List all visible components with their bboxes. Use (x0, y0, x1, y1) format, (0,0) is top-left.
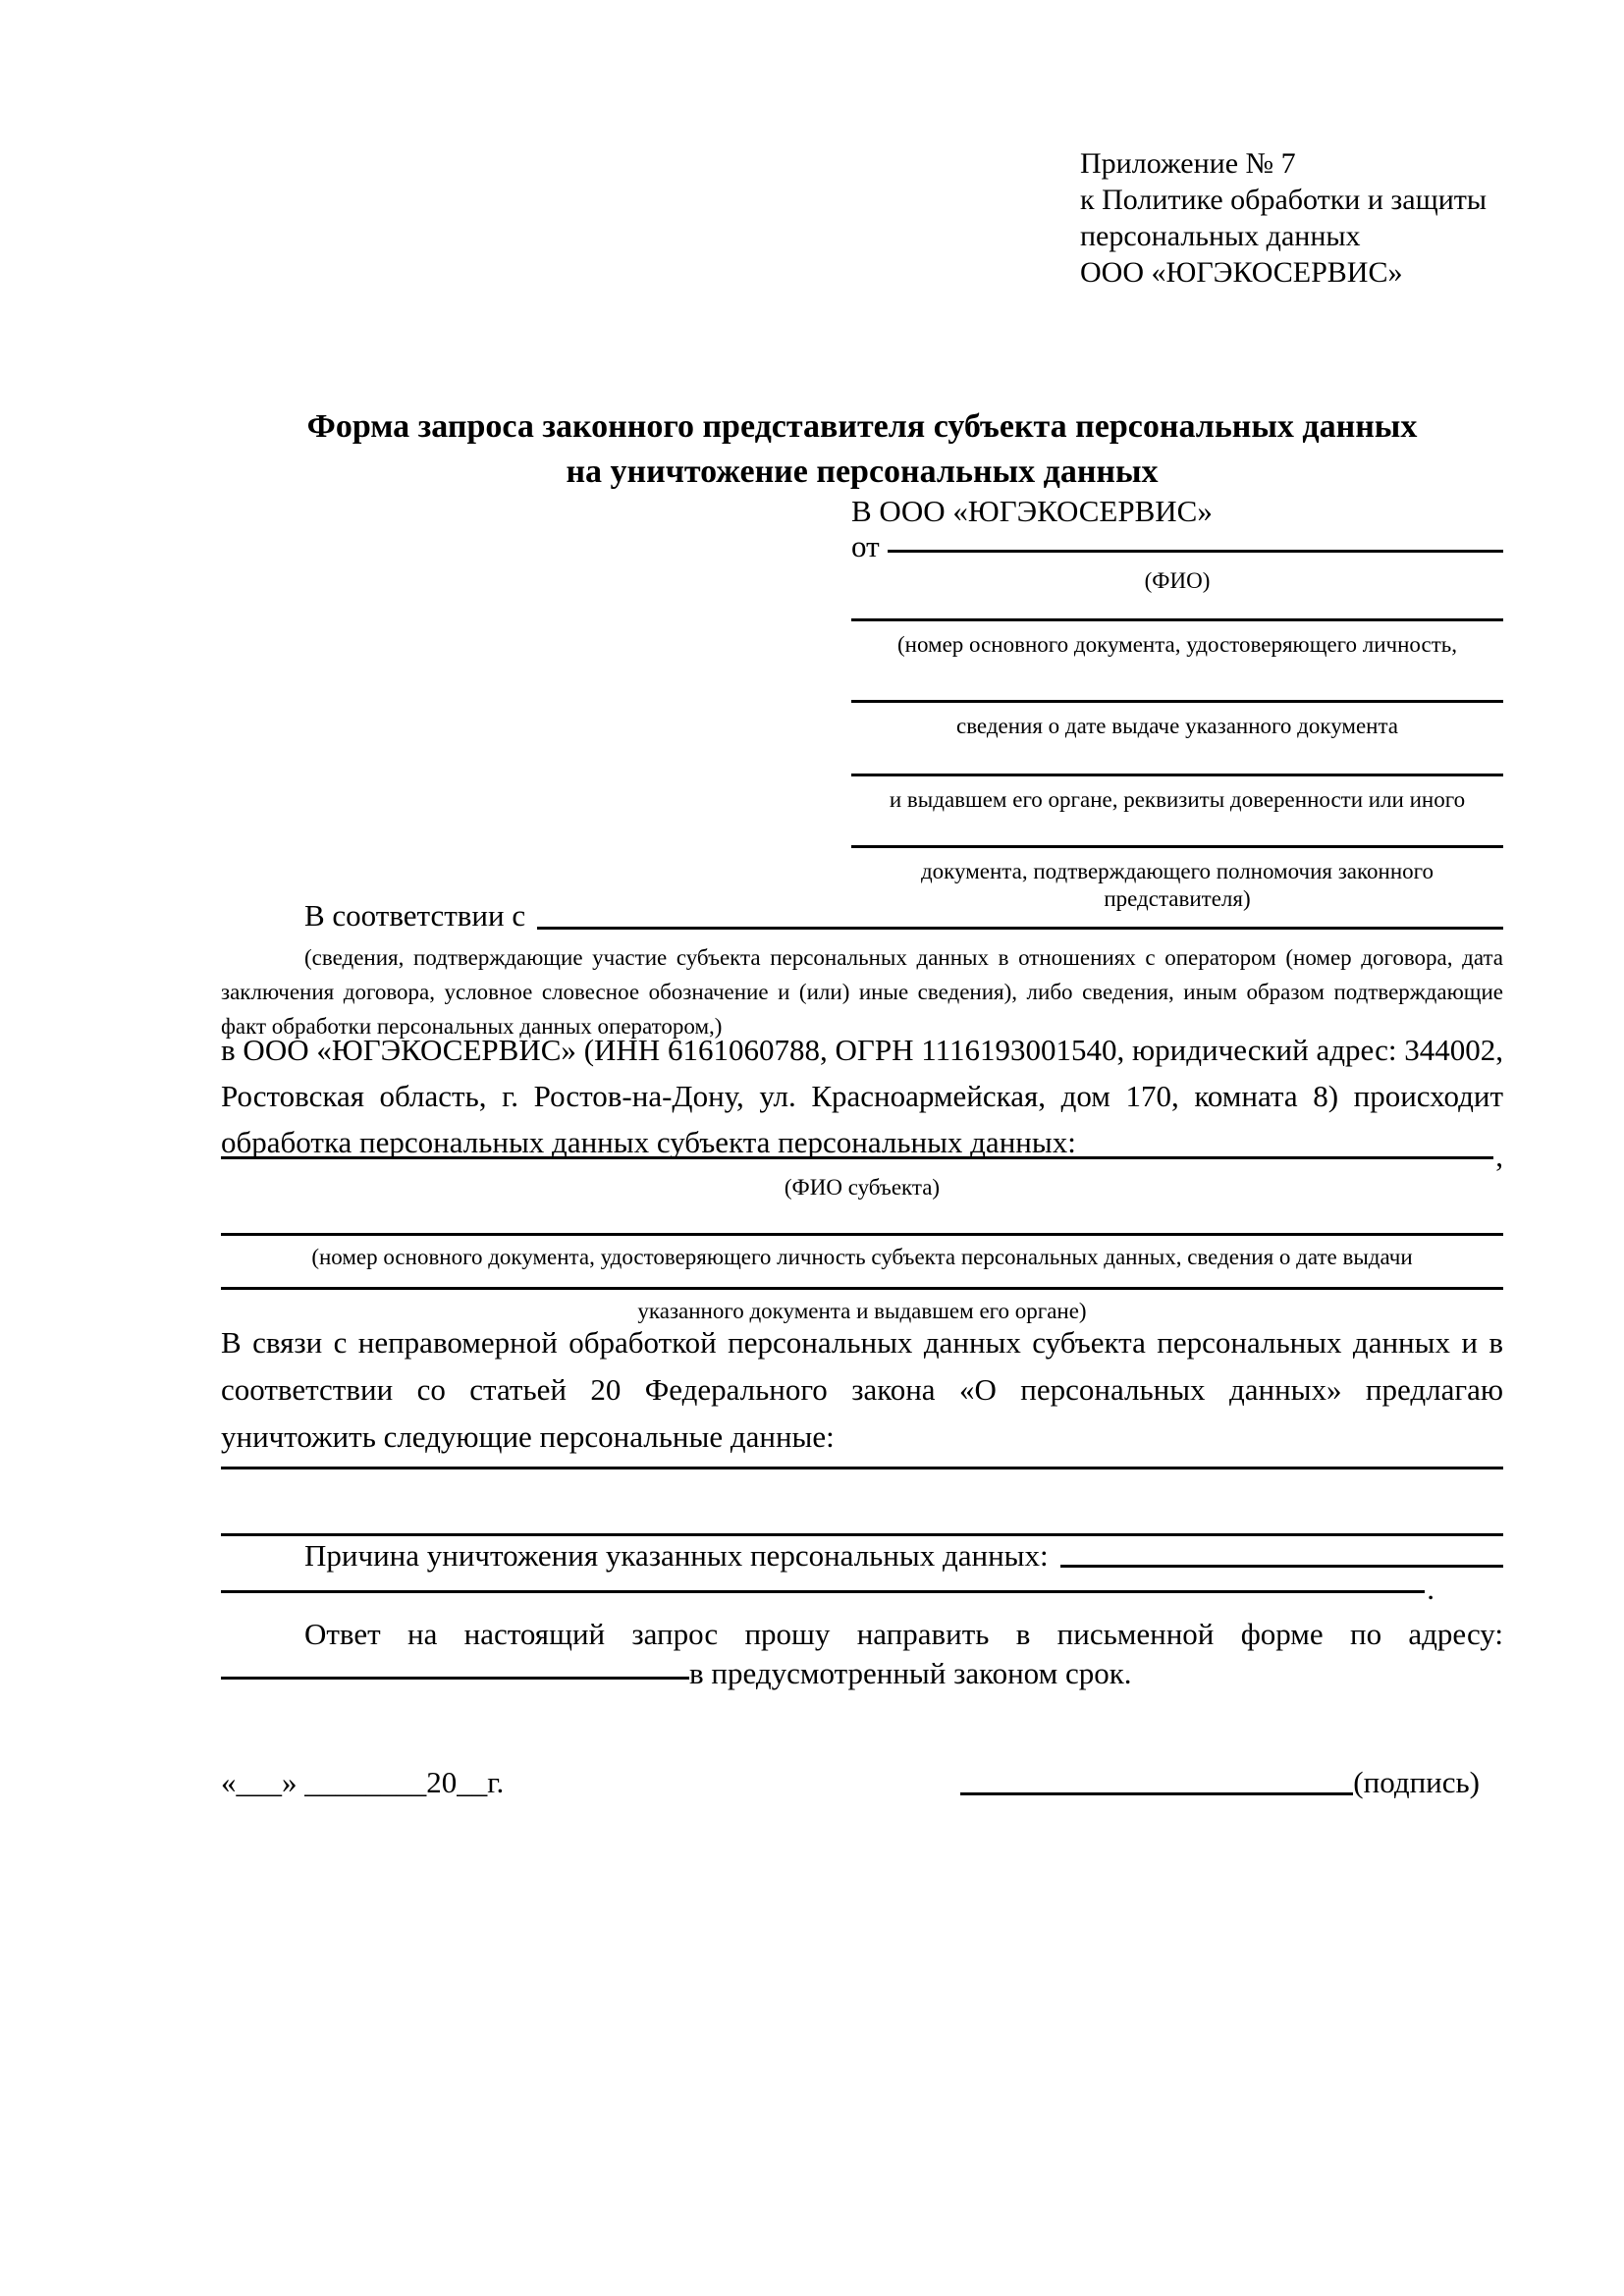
operator-paragraph: в ООО «ЮГЭКОСЕРВИС» (ИНН 6161060788, ОГРН 1116193001540, юридический адрес: 344002, Ростовская область, г. Ростов-на-Дону, ул. Красноармейская, дом 170, комната 8) происходит обработка персональных данных субъекта персональных данных: (221, 1033, 1503, 1159)
caption-subject-doc: (номер основного документа, удостоверяющего личность субъекта персональных данных, сведения о дате выдачи (311, 1245, 1413, 1269)
blank-line-fio (888, 550, 1503, 553)
reply-address-row (221, 1656, 1503, 1690)
blank-line-doc-issuer (851, 774, 1503, 776)
document-title-line1: Форма запроса законного представителя субъекта персональных данных (306, 408, 1418, 445)
comma-mark: , (1495, 1139, 1503, 1173)
caption-fio: (ФИО) (1144, 568, 1211, 593)
date-line: «___» ________20__г. (221, 1765, 505, 1799)
appendix-header-line: ООО «ЮГЭКОСЕРВИС» (1080, 256, 1403, 289)
reason-row (221, 1537, 1503, 1575)
caption-doc-issuer: и выдавшем его органе, реквизиты доверенности или иного (889, 787, 1466, 812)
appendix-header (1080, 145, 1487, 291)
blank-line-authority-doc (851, 845, 1503, 848)
demand-paragraph: В связи с неправомерной обработкой персональных данных субъекта персональных данных и в соответствии со статьей 20 Федерального закона «О персональных данных» предлагаю уничтожить следующие персональные данные: (221, 1325, 1503, 1454)
accordance-label: В соответствии с (304, 898, 526, 933)
footer-row (221, 1763, 1503, 1802)
subject-block (221, 1139, 1503, 1325)
blank-line-doc-date (851, 700, 1503, 703)
blank-line-reason-2 (221, 1590, 1425, 1593)
blank-line-subject-doc-issuer (221, 1287, 1503, 1290)
reply-tail: в предусмотренный законом срок. (689, 1656, 1132, 1690)
caption-doc-date: сведения о дате выдаче указанного документа (955, 714, 1399, 738)
addressee-block (851, 489, 1503, 913)
reply-paragraph: Ответ на настоящий запрос прошу направить в письменной форме по адресу: (304, 1617, 1503, 1651)
caption-authority-doc: документа, подтверждающего полномочия законного представителя) (920, 859, 1434, 911)
addressee-from-row (851, 529, 1503, 563)
caption-subject-doc-issuer: указанного документа и выдавшем его органе) (637, 1299, 1087, 1323)
period-mark: . (1427, 1572, 1435, 1606)
caption-doc-number: (номер основного документа, удостоверяющего личность, (896, 632, 1457, 657)
signature-caption: (подпись) (1353, 1765, 1480, 1799)
appendix-header-line: к Политике обработки и защиты (1080, 184, 1488, 216)
blank-line-accordance (537, 927, 1503, 930)
blank-line-data-1 (221, 1467, 1503, 1469)
from-label: от (851, 529, 880, 563)
blank-line-data-2 (221, 1533, 1503, 1536)
caption-subject-fio: (ФИО субъекта) (784, 1175, 941, 1200)
reason-label: Причина уничтожения указанных персональных данных: (304, 1538, 1049, 1573)
blank-line-address (221, 1677, 689, 1680)
blank-line-subject-fio (221, 1156, 1493, 1159)
blank-line-subject-doc (221, 1233, 1503, 1236)
signature-block (960, 1763, 1503, 1802)
blank-line-reason (1060, 1565, 1503, 1568)
reason-continuation-row (221, 1572, 1435, 1606)
subject-fio-row (221, 1139, 1503, 1173)
blank-line-signature (960, 1792, 1353, 1795)
appendix-header-line: персональных данных (1080, 220, 1361, 252)
blank-line-doc-number (851, 618, 1503, 621)
appendix-header-line: Приложение № 7 (1080, 147, 1296, 180)
accordance-row (221, 895, 1503, 936)
accordance-note: (сведения, подтверждающие участие субъекта персональных данных в отношениях с оператором (номер договора, дата заключения договора, условное словесное обозначение и (или) иные сведения), либо сведения, иным образом подтверждающие факт обработки персональных данных оператором,) (221, 945, 1503, 1039)
addressee-to: В ООО «ЮГЭКОСЕРВИС» (851, 494, 1213, 528)
document-title (221, 404, 1503, 495)
document-title-line2: на уничтожение персональных данных (566, 454, 1159, 490)
